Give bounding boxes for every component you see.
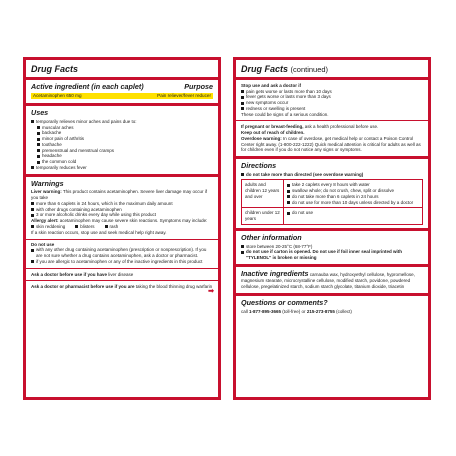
ask-doctor (31, 272, 213, 278)
uses-intro: temporarily relieves minor aches and pains due to: (31, 119, 213, 125)
pregnancy-overdose-section (236, 121, 428, 159)
stop-use-heading: Stop use and ask a doctor if (241, 82, 302, 88)
toll-free-note: (toll-free) or (281, 308, 307, 314)
table-row (242, 180, 423, 208)
inactive-ingredients-section (236, 267, 428, 296)
drug-facts-panel-left (23, 57, 221, 400)
active-ingredient-section (26, 80, 218, 107)
liver-warning (31, 189, 213, 201)
panel-title: Drug Facts (31, 64, 79, 74)
use-item: minor pain of arthritis (37, 136, 213, 142)
uses-section (26, 106, 218, 176)
allergy-alert-text: acetaminophen may cause severe skin reactions. Symptoms may include: (58, 218, 208, 224)
stop-use-item: fever gets worse or lasts more than 3 days (241, 94, 423, 100)
overdose-warning (241, 136, 423, 153)
dosage-item: do not use for more than 10 days unless directed by a doctor (287, 200, 419, 206)
drug-facts-header (236, 60, 428, 80)
panel-title-text: Drug Facts (241, 64, 289, 74)
table-row (242, 208, 423, 225)
directions-item: do not take more than directed (see overdose warning) (241, 172, 423, 178)
overdose-text: In case of overdose, get medical help or contact a Poison Control Center right away. (1-800-222-1222) Quick medical attention is critical for adults as well as for children even if you do not notice any signs or symptoms. (241, 135, 421, 153)
use-item: muscular aches (37, 125, 213, 131)
use-item: headache (37, 153, 213, 159)
other-info-item: do not use if carton is opened. Do not use if foil inner seal imprinted with "TYLENOL" is broken or missing (241, 249, 423, 261)
warnings-heading: Warnings (31, 178, 64, 188)
keep-out-of-reach: Keep out of reach of children. (241, 130, 305, 136)
other-information-section (236, 231, 428, 267)
allergy-after: If a skin reaction occurs, stop use and seek medical help right away. (31, 229, 167, 235)
stop-use-item: new symptoms occur (241, 100, 423, 106)
questions-section (236, 296, 428, 317)
purpose-heading: Purpose (184, 81, 213, 91)
other-information-heading: Other information (241, 232, 302, 242)
active-ingredient-name: Acetaminophen 650 mg (33, 93, 82, 99)
directions-section (236, 159, 428, 231)
ask-doctor-label: Ask a doctor before use if you have (31, 271, 108, 277)
dosage-item: do not take more than 6 caplets in 24 hours (287, 194, 419, 200)
use-item: toothache (37, 142, 213, 148)
dosage-item: take 2 caplets every 8 hours with water (287, 182, 419, 188)
toll-free-phone[interactable]: 1-877-895-3665 (249, 308, 282, 314)
do-not-use-heading: Do not use (31, 241, 55, 247)
pregnancy-label: If pregnant or breast-feeding, (241, 124, 304, 130)
liver-warning-text: This product contains acetaminophen. Severe liver damage may occur if you take (31, 189, 208, 201)
collect-phone[interactable]: 215-273-8755 (306, 308, 335, 314)
stop-use-after: These could be signs of a serious condition. (241, 111, 329, 117)
dosage-item: swallow whole; do not crush, chew, split or dissolve (287, 188, 419, 194)
uses-heading: Uses (31, 108, 49, 118)
stop-use-item: pain gets worse or lasts more than 10 days (241, 89, 423, 95)
drug-facts-panel-right (233, 57, 431, 400)
continue-arrow-icon: ➡ (208, 288, 214, 296)
symptom-item: skin reddening (31, 224, 65, 230)
dosage-group-label: children under 12 years (242, 208, 284, 225)
stop-use-item: redness or swelling is present (241, 106, 423, 112)
inactive-ingredients-text: carnauba wax, hydroxyethyl cellulose, hypromellose, magnesium stearate, microcrystalline cellulose, modified starch, povidone, powdered cellulose, pregelatinized starch, sodium starch glycolate, titanium dioxide, triacetin (241, 271, 415, 290)
phone-line (241, 309, 423, 315)
dosage-instructions (284, 180, 423, 208)
dosage-instructions (284, 208, 423, 225)
directions-table (241, 179, 423, 225)
dosage-group-label: adults and children 12 years and over (242, 180, 284, 208)
liver-item: with other drugs containing acetaminophen (31, 207, 213, 213)
inactive-ingredients (241, 270, 423, 290)
liver-warning-label: Liver warning: (31, 189, 62, 195)
liver-item: 3 or more alcoholic drinks every day while using this product (31, 212, 213, 218)
drug-facts-header (26, 60, 218, 80)
dosage-item: do not use (287, 210, 419, 216)
symptom-item: blisters (75, 224, 94, 230)
active-ingredient-purpose: Pain reliever/fever reducer (157, 93, 211, 99)
allergy-alert-label: Allergy alert: (31, 218, 59, 224)
ask-pharmacist (31, 284, 213, 290)
call-prefix: call (241, 308, 250, 314)
do-not-use-item: if you are allergic to acetaminophen or any of the inactive ingredients in this product (31, 259, 213, 265)
other-info-item: store between 20-25°C (68-77°F) (241, 244, 423, 250)
active-ingredient-row (31, 93, 213, 99)
active-ingredient-heading: Active ingredient (in each caplet) (31, 81, 144, 91)
pregnancy-text: ask a health professional before use. (303, 124, 379, 130)
directions-heading: Directions (241, 161, 277, 171)
liver-item: more than 6 caplets in 24 hours, which is the maximum daily amount (31, 201, 213, 207)
use-item: temporarily reduces fever (31, 165, 213, 171)
ask-doctor-text: liver disease (107, 271, 134, 277)
questions-heading: Questions or comments? (241, 297, 328, 307)
use-item: backache (37, 130, 213, 136)
panel-title-continued: (continued) (290, 65, 329, 74)
stop-use-section (236, 80, 428, 122)
collect-note: (collect) (334, 308, 352, 314)
ask-pharmacist-text: taking the blood thinning drug warfarin (134, 284, 213, 290)
symptom-item: rash (105, 224, 119, 230)
do-not-use-item: with any other drug containing acetaminophen (prescription or nonprescription). If you are not sure whether a drug contains acetaminophen, ask a doctor or pharmacist. (31, 247, 213, 259)
use-item: premenstrual and menstrual cramps (37, 148, 213, 154)
overdose-label: Overdose warning: (241, 135, 282, 141)
use-item: the common cold (37, 159, 213, 165)
panel-title (241, 64, 423, 75)
ask-pharmacist-label: Ask a doctor or pharmacist before use if you are (31, 284, 135, 290)
inactive-ingredients-heading: Inactive ingredients (241, 268, 309, 278)
warnings-section (26, 177, 218, 301)
